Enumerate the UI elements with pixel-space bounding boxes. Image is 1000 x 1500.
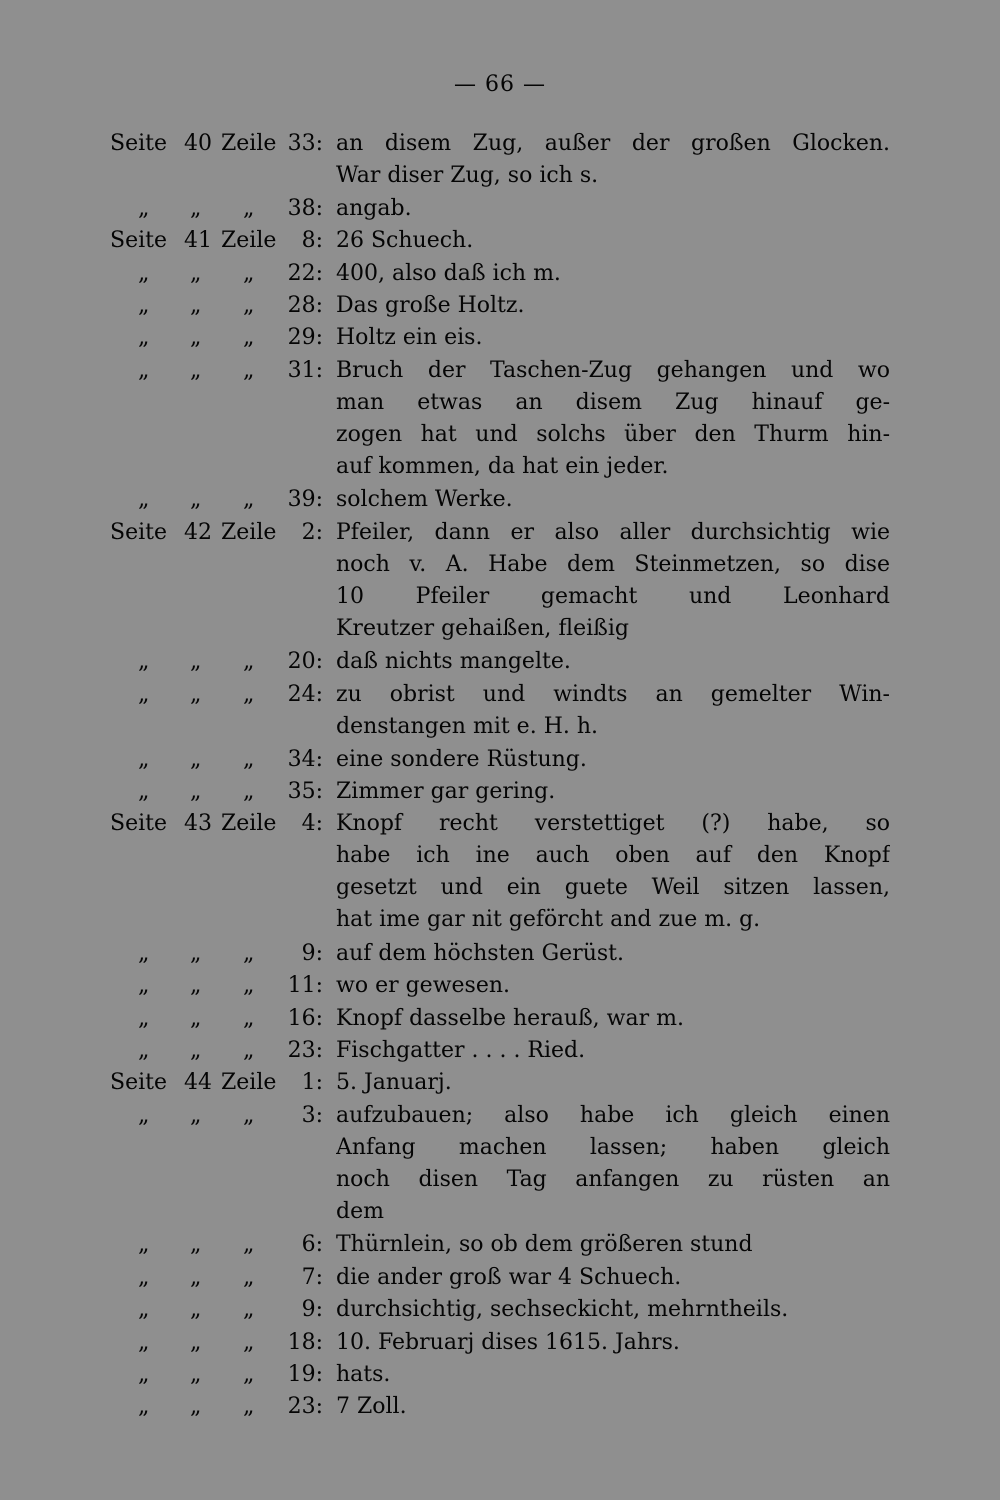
ditto-mark: „ xyxy=(190,487,202,513)
text-line: wo er gewesen. xyxy=(336,973,511,999)
line-ref: 35: xyxy=(287,778,323,804)
correction-text xyxy=(336,355,890,483)
correction-text xyxy=(336,1229,890,1261)
ditto-mark: „ xyxy=(190,1297,202,1323)
ditto-mark: „ xyxy=(190,778,202,804)
correction-text xyxy=(336,1100,890,1228)
ditto-mark: „ xyxy=(138,325,150,351)
ditto-mark: „ xyxy=(138,1394,150,1420)
text-line: angab. xyxy=(336,195,412,221)
text-line: hats. xyxy=(336,1362,391,1387)
errata-entry xyxy=(0,517,1000,647)
errata-entry xyxy=(0,970,1000,1002)
text-line: zu obrist und windts an gemelter Win- xyxy=(336,681,890,707)
line-ref: 38: xyxy=(287,195,323,221)
ditto-mark: „ xyxy=(138,1264,150,1290)
ditto-mark: „ xyxy=(138,1102,150,1128)
text-line: dem xyxy=(336,1198,384,1224)
correction-text xyxy=(336,322,890,354)
line-ref: 33: xyxy=(287,131,323,156)
ditto-mark: „ xyxy=(243,1297,255,1323)
ditto-mark: „ xyxy=(138,973,150,999)
errata-entry xyxy=(0,679,1000,744)
ditto-mark: „ xyxy=(243,973,255,999)
ditto-mark: „ xyxy=(190,1394,202,1420)
errata-entry xyxy=(0,1067,1000,1099)
correction-text xyxy=(336,938,890,970)
errata-entry xyxy=(0,1262,1000,1294)
errata-entry xyxy=(0,1003,1000,1035)
text-line: gesetzt und ein guete Weil sitzen lassen, xyxy=(336,875,890,901)
line-ref: 7: xyxy=(301,1264,323,1290)
ditto-mark: „ xyxy=(138,260,150,286)
correction-text xyxy=(336,484,890,516)
text-line: War diser Zug, so ich s. xyxy=(336,163,599,188)
ditto-mark: „ xyxy=(243,1362,255,1387)
ditto-mark: „ xyxy=(243,325,255,351)
ditto-mark: „ xyxy=(190,746,202,772)
text-line: hat ime gar nit geförcht and zue m. g. xyxy=(336,907,761,933)
correction-text xyxy=(336,1035,890,1067)
ditto-mark: „ xyxy=(243,1232,255,1258)
text-line: Das große Holtz. xyxy=(336,292,525,318)
correction-text xyxy=(336,290,890,322)
line-ref: 20: xyxy=(287,649,323,675)
ditto-mark: „ xyxy=(243,940,255,966)
correction-text xyxy=(336,193,890,225)
text-line: die ander groß war 4 Schuech. xyxy=(336,1264,682,1290)
text-line: 400, also daß ich m. xyxy=(336,260,561,286)
ditto-mark: „ xyxy=(190,325,202,351)
text-line: 7 Zoll. xyxy=(336,1394,407,1420)
errata-entry xyxy=(0,1391,1000,1423)
line-ref: 8: xyxy=(301,228,323,254)
text-line: Holtz ein eis. xyxy=(336,325,483,351)
ditto-mark: „ xyxy=(190,940,202,966)
seite-label: Seite xyxy=(110,811,167,837)
errata-entry xyxy=(0,776,1000,808)
text-line: eine sondere Rüstung. xyxy=(336,746,587,772)
ditto-mark: „ xyxy=(190,681,202,707)
ditto-mark: „ xyxy=(190,195,202,221)
zeile-label: Zeile xyxy=(221,228,277,254)
line-ref: 9: xyxy=(301,1297,323,1323)
page-ref: 43 xyxy=(184,811,212,837)
ditto-mark: „ xyxy=(243,1005,255,1031)
correction-text xyxy=(336,1294,890,1326)
correction-text xyxy=(336,258,890,290)
line-ref: 28: xyxy=(287,292,323,318)
line-ref: 11: xyxy=(287,973,323,999)
line-ref: 2: xyxy=(301,519,323,545)
line-ref: 34: xyxy=(287,746,323,772)
text-line: aufzubauen; also habe ich gleich einen xyxy=(336,1102,890,1128)
text-line: Bruch der Taschen-Zug gehangen und wo xyxy=(336,357,890,383)
ditto-mark: „ xyxy=(243,1264,255,1290)
correction-text xyxy=(336,646,890,678)
page-ref: 42 xyxy=(184,519,212,545)
correction-text xyxy=(336,1003,890,1035)
line-ref: 22: xyxy=(287,260,323,286)
ditto-mark: „ xyxy=(190,1329,202,1355)
page-ref: 40 xyxy=(184,131,212,156)
errata-entry xyxy=(0,808,1000,938)
correction-text xyxy=(336,1262,890,1294)
errata-entry xyxy=(0,484,1000,516)
errata-entry xyxy=(0,258,1000,290)
ditto-mark: „ xyxy=(243,1038,255,1064)
ditto-mark: „ xyxy=(138,940,150,966)
text-line: daß nichts mangelte. xyxy=(336,649,571,675)
correction-text xyxy=(336,744,890,776)
ditto-mark: „ xyxy=(243,260,255,286)
text-line: Fischgatter . . . . Ried. xyxy=(336,1038,586,1064)
errata-entry xyxy=(0,646,1000,678)
text-line: denstangen mit e. H. h. xyxy=(336,713,599,739)
line-ref: 23: xyxy=(287,1394,323,1420)
errata-entry xyxy=(0,744,1000,776)
errata-entry xyxy=(0,1294,1000,1326)
ditto-mark: „ xyxy=(190,1038,202,1064)
correction-text xyxy=(336,128,890,192)
text-line: Knopf recht verstettiget (?) habe, so xyxy=(336,811,890,837)
ditto-mark: „ xyxy=(138,746,150,772)
line-ref: 4: xyxy=(301,811,323,837)
ditto-mark: „ xyxy=(243,1102,255,1128)
errata-entry xyxy=(0,1359,1000,1391)
text-line: auf dem höchsten Gerüst. xyxy=(336,940,624,966)
line-ref: 39: xyxy=(287,487,323,513)
zeile-label: Zeile xyxy=(221,519,277,545)
correction-text xyxy=(336,679,890,743)
zeile-label: Zeile xyxy=(221,811,277,837)
correction-text xyxy=(336,1327,890,1359)
seite-label: Seite xyxy=(110,131,167,156)
ditto-mark: „ xyxy=(138,681,150,707)
ditto-mark: „ xyxy=(243,681,255,707)
ditto-mark: „ xyxy=(138,1232,150,1258)
ditto-mark: „ xyxy=(138,1038,150,1064)
errata-entry xyxy=(0,225,1000,257)
errata-entry xyxy=(0,128,1000,193)
text-line: durchsichtig, sechseckicht, mehrntheils. xyxy=(336,1297,789,1323)
seite-label: Seite xyxy=(110,519,167,545)
ditto-mark: „ xyxy=(190,260,202,286)
correction-text xyxy=(336,1391,890,1423)
errata-entry xyxy=(0,1229,1000,1261)
correction-text xyxy=(336,970,890,1002)
ditto-mark: „ xyxy=(190,973,202,999)
line-ref: 6: xyxy=(301,1232,323,1258)
ditto-mark: „ xyxy=(243,649,255,675)
ditto-mark: „ xyxy=(243,292,255,318)
text-line: 10. Februarj dises 1615. Jahrs. xyxy=(336,1329,680,1355)
ditto-mark: „ xyxy=(138,1297,150,1323)
ditto-mark: „ xyxy=(243,357,255,383)
ditto-mark: „ xyxy=(138,1329,150,1355)
ditto-mark: „ xyxy=(138,195,150,221)
line-ref: 16: xyxy=(287,1005,323,1031)
errata-entry xyxy=(0,1327,1000,1359)
correction-text xyxy=(336,225,890,257)
ditto-mark: „ xyxy=(138,649,150,675)
text-line: Thürnlein, so ob dem größeren stund xyxy=(336,1232,753,1258)
line-ref: 18: xyxy=(287,1329,323,1355)
errata-entry xyxy=(0,193,1000,225)
ditto-mark: „ xyxy=(243,487,255,513)
ditto-mark: „ xyxy=(138,487,150,513)
ditto-mark: „ xyxy=(190,1005,202,1031)
line-ref: 3: xyxy=(301,1102,323,1128)
errata-list xyxy=(0,128,1000,1424)
ditto-mark: „ xyxy=(190,1232,202,1258)
ditto-mark: „ xyxy=(138,1362,150,1387)
text-line: an disem Zug, außer der großen Glocken. xyxy=(336,131,890,156)
text-line: solchem Werke. xyxy=(336,487,513,513)
ditto-mark: „ xyxy=(190,1362,202,1387)
seite-label: Seite xyxy=(110,1070,167,1096)
zeile-label: Zeile xyxy=(221,131,277,156)
ditto-mark: „ xyxy=(138,292,150,318)
ditto-mark: „ xyxy=(243,195,255,221)
ditto-mark: „ xyxy=(243,1394,255,1420)
ditto-mark: „ xyxy=(190,1102,202,1128)
text-line: zogen hat und solchs über den Thurm hin- xyxy=(336,421,890,447)
correction-text xyxy=(336,1067,890,1099)
line-ref: 1: xyxy=(301,1070,323,1096)
text-line: Zimmer gar gering. xyxy=(336,778,556,804)
correction-text xyxy=(336,517,890,645)
errata-entry xyxy=(0,322,1000,354)
text-line: man etwas an disem Zug hinauf ge- xyxy=(336,389,890,415)
ditto-mark: „ xyxy=(190,649,202,675)
ditto-mark: „ xyxy=(190,1264,202,1290)
page-ref: 44 xyxy=(184,1070,212,1096)
correction-text xyxy=(336,1359,890,1391)
line-ref: 19: xyxy=(287,1362,323,1387)
errata-entry xyxy=(0,938,1000,970)
ditto-mark: „ xyxy=(243,746,255,772)
correction-text xyxy=(336,776,890,808)
ditto-mark: „ xyxy=(138,357,150,383)
line-ref: 24: xyxy=(287,681,323,707)
text-line: habe ich ine auch oben auf den Knopf xyxy=(336,843,890,869)
errata-entry xyxy=(0,1100,1000,1230)
errata-entry xyxy=(0,1035,1000,1067)
correction-text xyxy=(336,808,890,936)
errata-entry xyxy=(0,355,1000,485)
line-ref: 29: xyxy=(287,325,323,351)
text-line: noch disen Tag anfangen zu rüsten an xyxy=(336,1166,890,1192)
ditto-mark: „ xyxy=(138,778,150,804)
errata-entry xyxy=(0,290,1000,322)
text-line: 5. Januarj. xyxy=(336,1070,452,1096)
line-ref: 31: xyxy=(287,357,323,383)
text-line: Knopf dasselbe herauß, war m. xyxy=(336,1005,684,1031)
seite-label: Seite xyxy=(110,228,167,254)
line-ref: 23: xyxy=(287,1038,323,1064)
page-ref: 41 xyxy=(184,228,212,254)
ditto-mark: „ xyxy=(243,1329,255,1355)
text-line: auf kommen, da hat ein jeder. xyxy=(336,453,669,479)
text-line: Anfang machen lassen; haben gleich xyxy=(336,1134,890,1160)
ditto-mark: „ xyxy=(190,292,202,318)
text-line: noch v. A. Habe dem Steinmetzen, so dise xyxy=(336,551,890,577)
line-ref: 9: xyxy=(301,940,323,966)
text-line: 26 Schuech. xyxy=(336,228,474,254)
page-number: — 66 — xyxy=(454,72,546,97)
text-line: 10 Pfeiler gemacht und Leonhard xyxy=(336,583,890,609)
ditto-mark: „ xyxy=(138,1005,150,1031)
zeile-label: Zeile xyxy=(221,1070,277,1096)
text-line: Kreutzer gehaißen, fleißig xyxy=(336,615,629,641)
ditto-mark: „ xyxy=(190,357,202,383)
text-line: Pfeiler, dann er also aller durchsichtig wie xyxy=(336,519,890,545)
ditto-mark: „ xyxy=(243,778,255,804)
